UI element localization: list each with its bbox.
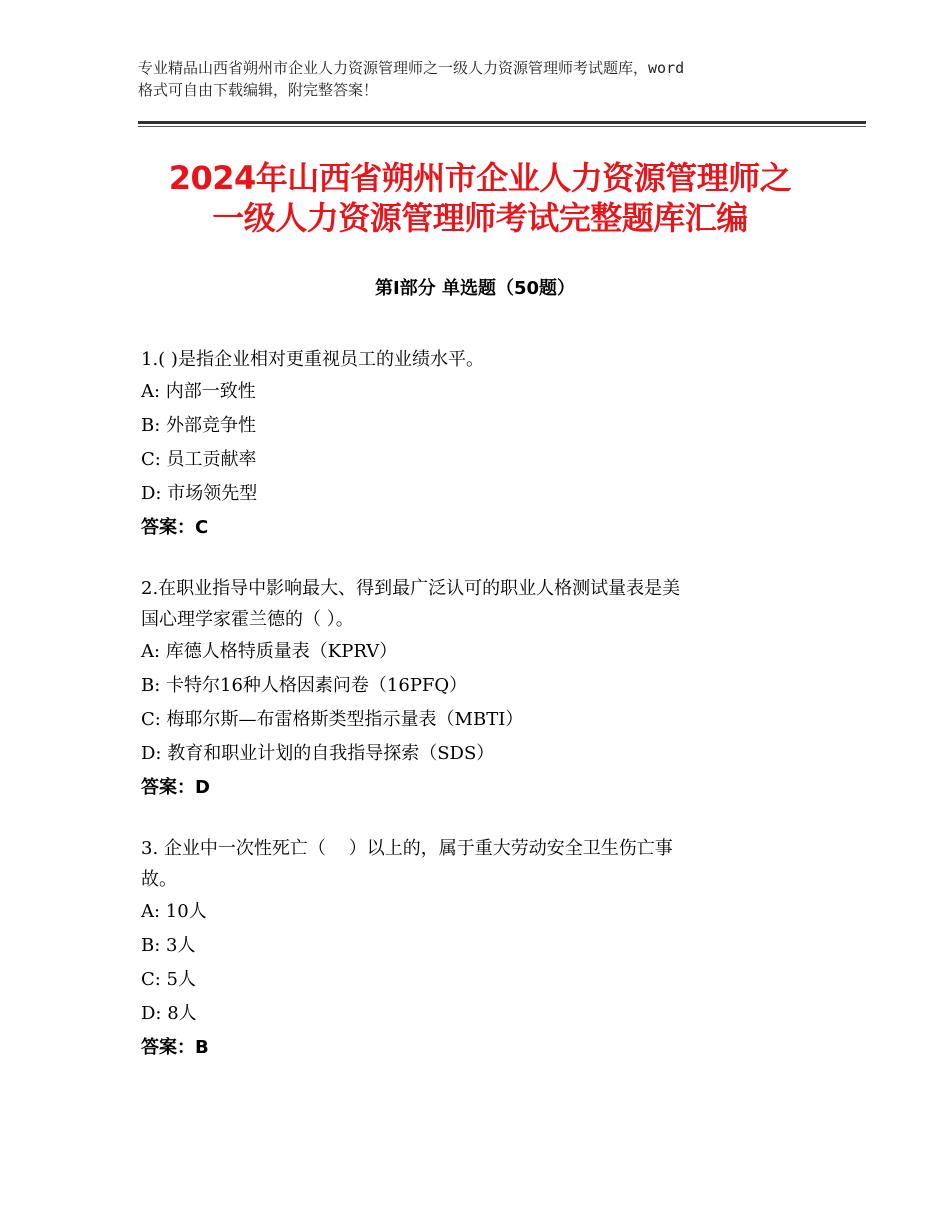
option-d: D: 市场领先型 <box>141 483 258 504</box>
option-c: C: 梅耶尔斯—布雷格斯类型指示量表（MBTI） <box>141 709 524 730</box>
option-b: B: 卡特尔16种人格因素问卷（16PFQ） <box>141 675 468 696</box>
option-b: B: 外部竞争性 <box>141 415 257 436</box>
header-note <box>138 57 838 101</box>
question-3 <box>141 833 821 1065</box>
option-c: C: 5人 <box>141 969 197 990</box>
option-a: A: 内部一致性 <box>141 381 256 402</box>
header-divider-thin <box>138 126 866 127</box>
document-title <box>100 158 860 238</box>
option-a: A: 10人 <box>141 901 207 922</box>
question-stem-line-2: 故。 <box>141 869 177 890</box>
header-note-line-2: 格式可自由下载编辑，附完整答案！ <box>138 81 379 99</box>
option-c: C: 员工贡献率 <box>141 449 257 470</box>
option-a: A: 库德人格特质量表（KPRV） <box>141 641 398 662</box>
question-stem-line-2: 国心理学家霍兰德的（ ）。 <box>141 609 354 630</box>
question-stem: 1.( )是指企业相对更重视员工的业绩水平。 <box>141 349 484 370</box>
answer: 答案：B <box>141 1037 209 1058</box>
question-stem-line-1: 3. 企业中一次性死亡（ ）以上的，属于重大劳动安全卫生伤亡事 <box>141 838 673 859</box>
option-d: D: 教育和职业计划的自我指导探索（SDS） <box>141 743 495 764</box>
document-title-line-2: 一级人力资源管理师考试完整题库汇编 <box>212 199 748 237</box>
question-stem-line-1: 2.在职业指导中影响最大、得到最广泛认可的职业人格测试量表是美 <box>141 578 681 599</box>
option-b: B: 3人 <box>141 935 196 956</box>
question-list <box>141 344 821 1093</box>
document-title-line-1: 2024年山西省朔州市企业人力资源管理师之 <box>168 159 792 197</box>
question-2 <box>141 573 821 805</box>
answer: 答案：C <box>141 517 209 538</box>
question-1 <box>141 344 821 545</box>
answer: 答案：D <box>141 777 210 798</box>
header-note-line-1: 专业精品山西省朔州市企业人力资源管理师之一级人力资源管理师考试题库，word <box>138 59 685 77</box>
option-d: D: 8人 <box>141 1003 197 1024</box>
section-title: 第Ⅰ部分 单选题（50题） <box>374 278 575 299</box>
header-divider-thick <box>138 121 866 124</box>
